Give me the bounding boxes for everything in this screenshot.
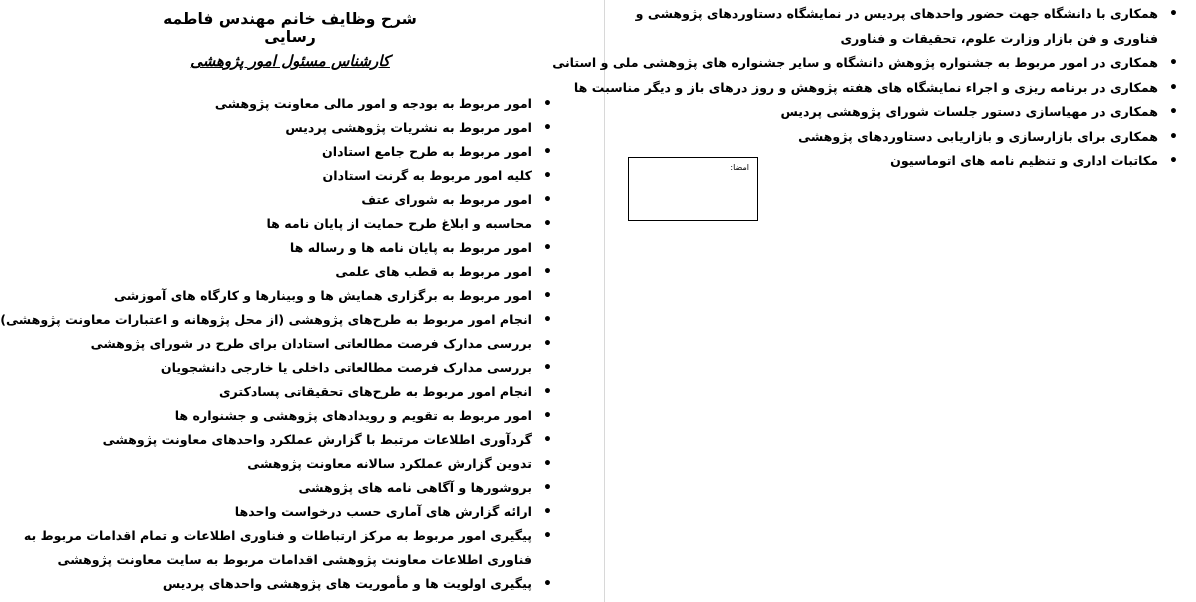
list-item: • کلیه امور مربوط به گرنت استادان	[0, 164, 560, 188]
list-item: • همکاری در برنامه ریزی و اجراء نمایشگاه های هفته پژوهش و روز درهای باز و دیگر مناسبت ها	[626, 76, 1186, 101]
list-item: • امور مربوط به پایان نامه ها و رساله ها	[0, 236, 560, 260]
right-duty-list	[552, 2, 1186, 174]
list-item: • امور مربوط به طرح جامع استادان	[0, 140, 560, 164]
list-item: • امور مربوط به قطب های علمی	[0, 260, 560, 284]
list-item: • بررسی مدارک فرصت مطالعاتی استادان برای طرح در شورای پژوهشی	[0, 332, 560, 356]
list-item: • امور مربوط به بودجه و امور مالی معاونت پژوهشی	[0, 92, 560, 116]
list-item: • تدوین گزارش عملکرد سالانه معاونت پژوهشی	[0, 452, 560, 476]
list-item: • گردآوری اطلاعات مرتبط با گزارش عملکرد واحدهای معاونت پژوهشی	[0, 428, 560, 452]
signature-label: امضا:	[730, 163, 749, 172]
list-item: • همکاری برای بازارسازی و بازاریابی دستاوردهای پژوهشی	[626, 125, 1186, 150]
list-item: • همکاری در مهیاسازی دستور جلسات شورای پژوهشی پردیس	[626, 100, 1186, 125]
signature-box	[628, 157, 758, 221]
list-item: • محاسبه و ابلاغ طرح حمایت از پایان نامه ها	[0, 212, 560, 236]
list-item: • انجام امور مربوط به طرح‌های تحقیقاتی پسادکتری	[0, 380, 560, 404]
list-item: • ارائه گزارش های آماری حسب درخواست واحدها	[0, 500, 560, 524]
list-item: • پیگیری امور مربوط به مرکز ارتباطات و فناوری اطلاعات و تمام اقدامات مربوط به فناوری اطلاعات معاونت پژوهشی اقدامات مربوط به سایت معاونت پژوهشی	[0, 524, 560, 572]
list-item: • همکاری با دانشگاه جهت حضور واحدهای پردیس در نمایشگاه دستاوردهای پژوهشی و فناوری و فن بازار وزارت علوم، تحقیقات و فناوری	[626, 2, 1186, 51]
list-item: • پیگیری اولویت ها و مأموریت های پژوهشی واحدهای پردیس	[0, 572, 560, 596]
list-item: • بروشورها و آگاهی نامه های پژوهشی	[0, 476, 560, 500]
list-item: • همکاری در امور مربوط به جشنواره پژوهش دانشگاه و سایر جشنواره های پژوهشی ملی و استانی	[626, 51, 1186, 76]
list-item: • امور مربوط به تقویم و رویدادهای پژوهشی و جشنواره ها	[0, 404, 560, 428]
list-item: • بررسی مدارک فرصت مطالعاتی داخلی یا خارجی دانشجویان	[0, 356, 560, 380]
left-duty-list	[0, 92, 560, 596]
document-title: شرح وظایف خانم مهندس فاطمه رسایی	[163, 10, 417, 46]
list-item: • مکاتبات اداری و تنظیم نامه های اتوماسیون	[626, 149, 1186, 174]
list-item: • انجام امور مربوط به طرح‌های پژوهشی (از محل پژوهانه و اعتبارات معاونت پژوهشی)	[0, 308, 560, 332]
document-subtitle: کارشناس مسئول امور پژوهشی	[190, 52, 390, 70]
list-item: • امور مربوط به برگزاری همایش ها و وبینارها و کارگاه های آموزشی	[0, 284, 560, 308]
list-item: • امور مربوط به نشریات پژوهشی پردیس	[0, 116, 560, 140]
list-item: • امور مربوط به شورای عتف	[0, 188, 560, 212]
